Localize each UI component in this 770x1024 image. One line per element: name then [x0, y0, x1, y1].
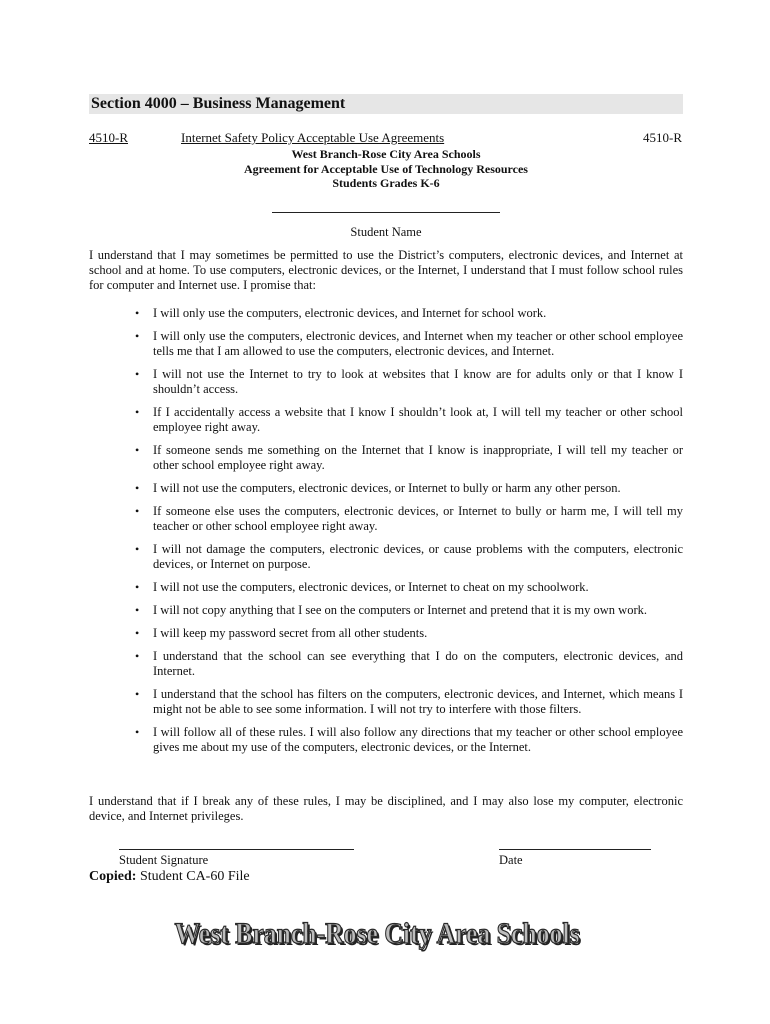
list-item: • I will only use the computers, electronic devices, and Internet for school work. — [135, 306, 547, 320]
bullet-icon: • — [135, 504, 140, 518]
bullet-icon: • — [135, 329, 140, 343]
copied-label: Copied: — [89, 869, 137, 884]
list-item: • If someone else uses the computers, electronic devices, or Internet to bully or harm me, I will tell my teacher or other school employee right away. — [135, 504, 683, 533]
list-item: • I understand that the school has filters on the computers, electronic devices, and Internet, which means I might not be able to see some information. I will not try to interfere with those filters. — [135, 687, 683, 716]
bullet-icon: • — [135, 481, 140, 495]
list-item: • I will follow all of these rules. I will also follow any directions that my teacher or other school employee gives me about my use of the computers, electronic devices, or the Internet. — [135, 725, 683, 754]
bullet-icon: • — [135, 687, 140, 701]
banner-text: West Branch-Rose City Area Schools — [174, 917, 580, 950]
bullet-icon: • — [135, 649, 140, 663]
list-item: • I understand that the school can see everything that I do on the computers, electronic devices, and Internet. — [135, 649, 683, 678]
list-item: • If I accidentally access a website that I know I shouldn’t look at, I will tell my teacher or other school employee right away. — [135, 405, 683, 434]
closing-paragraph: I understand that if I break any of these rules, I may be disciplined, and I may also lose my computer, electronic device, and Internet privileges. — [89, 794, 683, 823]
policy-code-right: 4510-R — [643, 130, 682, 145]
list-item: • I will not use the computers, electronic devices, or Internet to cheat on my schoolwork. — [135, 580, 589, 594]
date-label: Date — [499, 853, 523, 867]
banner-text-shadow: West Branch-Rose City Area Schools — [176, 919, 582, 952]
bullet-icon: • — [135, 603, 140, 617]
policy-title: Internet Safety Policy Acceptable Use Agreements — [181, 130, 445, 145]
student-name-label: Student Name — [350, 225, 422, 239]
bullet-icon: • — [135, 725, 140, 739]
date-line[interactable] — [499, 849, 651, 850]
bullet-icon: • — [135, 367, 140, 381]
list-item: • I will not use the computers, electronic devices, or Internet to bully or harm any other person. — [135, 481, 621, 495]
bullet-icon: • — [135, 542, 140, 556]
list-item: • I will not use the Internet to try to look at websites that I know are for adults only or that I know I shouldn’t access. — [135, 367, 683, 396]
district-name: West Branch-Rose City Area Schools — [291, 147, 481, 161]
list-item: • I will only use the computers, electronic devices, and Internet when my teacher or other school employee tells me that I am allowed to use the computers, electronic devices, and Internet. — [135, 329, 683, 358]
list-item: • If someone sends me something on the Internet that I know is inappropriate, I will tell my teacher or other school employee right away. — [135, 443, 683, 472]
bullet-icon: • — [135, 306, 140, 320]
promise-list — [133, 306, 683, 763]
grade-level: Students Grades K-6 — [332, 176, 440, 190]
intro-paragraph: I understand that I may sometimes be permitted to use the District’s computers, electronic devices, and Internet at school and at home. To use computers, electronic devices, or the Internet, I understand that I must follow school rules for computer and Internet use. I promise that: — [89, 248, 683, 292]
bullet-icon: • — [135, 626, 140, 640]
bullet-icon: • — [135, 580, 140, 594]
list-item: • I will keep my password secret from all other students. — [135, 626, 428, 640]
section-title: Section 4000 – Business Management — [91, 95, 346, 112]
student-name-line[interactable] — [272, 212, 500, 213]
bullet-icon: • — [135, 405, 140, 419]
copied-note — [89, 869, 250, 885]
list-item: • I will not damage the computers, electronic devices, or cause problems with the computers, electronic devices, or Internet on purpose. — [135, 542, 683, 571]
bullet-icon: • — [135, 443, 140, 457]
list-item: • I will not copy anything that I see on the computers or Internet and pretend that it is my own work. — [135, 603, 647, 617]
copied-value: Student CA-60 File — [139, 869, 250, 884]
policy-code-left: 4510-R — [89, 130, 128, 145]
agreement-title: Agreement for Acceptable Use of Technology Resources — [244, 162, 528, 176]
student-signature-line[interactable] — [119, 849, 354, 850]
district-banner-logo — [170, 914, 584, 954]
student-signature-label: Student Signature — [119, 853, 209, 867]
